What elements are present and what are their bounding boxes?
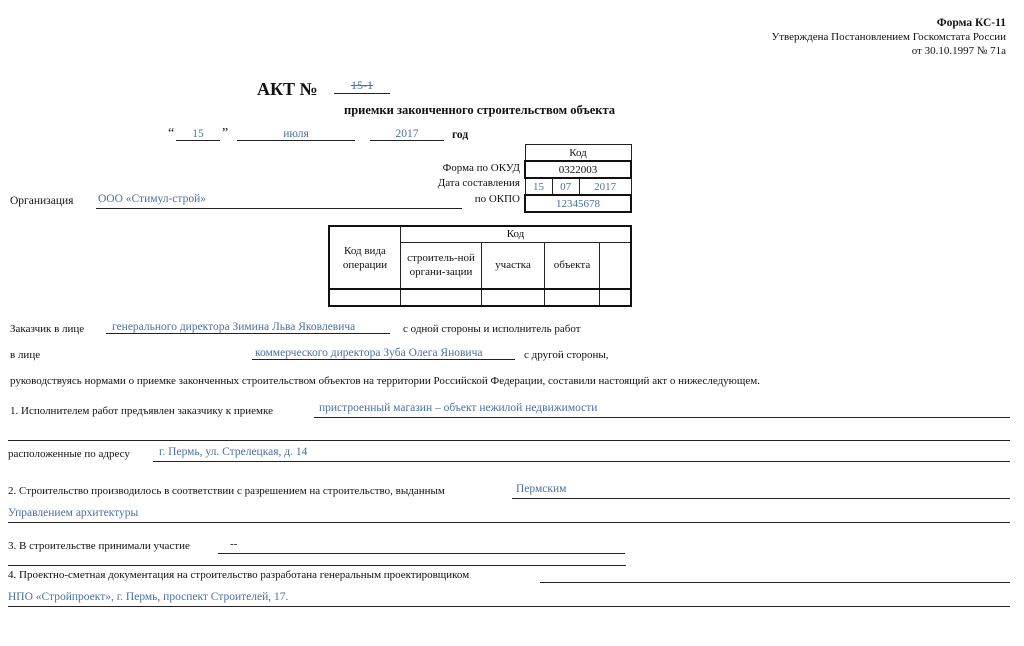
kod-col-section: участка: [482, 242, 545, 289]
form-name: Форма КС-11: [936, 17, 1006, 29]
okud-label: Форма по ОКУД: [442, 162, 520, 174]
item4-field: [8, 591, 1010, 607]
kod-cell-object: [545, 289, 600, 306]
item3-label: 3. В строительстве принимали участие: [8, 540, 190, 552]
kod-cell-section: [482, 289, 545, 306]
organization-value: ООО «Стимул-строй»: [98, 193, 207, 205]
compile-date-day: 15: [525, 178, 552, 195]
item3-line2: [8, 550, 626, 566]
code-table: [524, 144, 632, 213]
organization-field: [96, 193, 462, 209]
kod-col-extra: [600, 242, 632, 289]
date-day: 15: [176, 128, 220, 141]
address-label: расположенные по адресу: [8, 448, 130, 460]
item2-label: 2. Строительство производилось в соответствии с разрешением на строительство, выданным: [8, 485, 445, 497]
approved-text: Утверждена Постановлением Госкомстата России: [771, 31, 1006, 43]
customer-suffix: с одной стороны и исполнитель работ: [403, 323, 581, 335]
compile-date-year: 2017: [579, 178, 631, 195]
kod-header: Код: [401, 226, 632, 242]
okpo-value: 12345678: [525, 195, 631, 212]
item4-label: 4. Проектно-сметная документация на строительство разработана генеральным проектировщиком: [8, 569, 470, 581]
item2-value-2: Управлением архитектуры: [8, 507, 139, 519]
item4-value: НПО «Стройпроект», г. Пермь, проспект Строителей, 17.: [8, 591, 289, 603]
kod-cell-extra: [600, 289, 632, 306]
item3-value: --: [230, 538, 238, 550]
okud-value: 0322003: [525, 161, 631, 178]
item2-value-1: Пермским: [516, 483, 567, 495]
item2-field-2: [8, 507, 1010, 523]
kod-cell-operation: [329, 289, 401, 306]
guided-text: руководствуясь нормами о приемке законченных строительством объектов на территории Российской Федерации, составили настоящий акт о нижеследующем.: [10, 375, 760, 387]
address-field: [153, 446, 1010, 462]
item1-label: 1. Исполнителем работ предъявлен заказчику к приемке: [10, 405, 273, 417]
kod-col-org: строитель-ной органи-зации: [401, 242, 482, 289]
act-subtitle: приемки законченного строительством объекта: [344, 103, 616, 117]
approved-date: от 30.10.1997 № 71а: [911, 45, 1006, 57]
contractor-value: коммерческого директора Зуба Олега Яновича: [252, 347, 515, 360]
date-quote-close: ”: [222, 126, 229, 141]
date-quote-open: “: [168, 126, 175, 141]
date-year-label: год: [452, 129, 469, 141]
kod-cell-org: [401, 289, 482, 306]
item1-line2: [8, 425, 1010, 441]
address-value: г. Пермь, ул. Стрелецкая, д. 14: [159, 446, 308, 458]
kod-col-operation: Код вида операции: [329, 226, 401, 289]
organization-label: Организация: [10, 195, 74, 207]
okpo-label: по ОКПО: [474, 193, 520, 205]
date-month: июля: [237, 128, 355, 141]
item2-field: [512, 483, 1010, 499]
contractor-label: в лице: [10, 349, 41, 361]
contractor-suffix: с другой стороны,: [524, 349, 609, 361]
code-header: Код: [525, 145, 631, 162]
date-year: 2017: [370, 128, 444, 141]
compile-date-label: Дата составления: [437, 177, 520, 189]
act-label: АКТ №: [257, 79, 318, 99]
act-number: 15-1: [334, 78, 390, 94]
item4-line1: [540, 567, 1010, 583]
kod-table: [328, 225, 632, 307]
customer-value: генерального директора Зимина Льва Яковлевича: [106, 321, 390, 334]
kod-col-object: объекта: [545, 242, 600, 289]
item1-value: пристроенный магазин – объект нежилой недвижимости: [319, 402, 598, 414]
compile-date-month: 07: [552, 178, 579, 195]
customer-label: Заказчик в лице: [10, 323, 85, 335]
item1-field: [314, 402, 1010, 418]
